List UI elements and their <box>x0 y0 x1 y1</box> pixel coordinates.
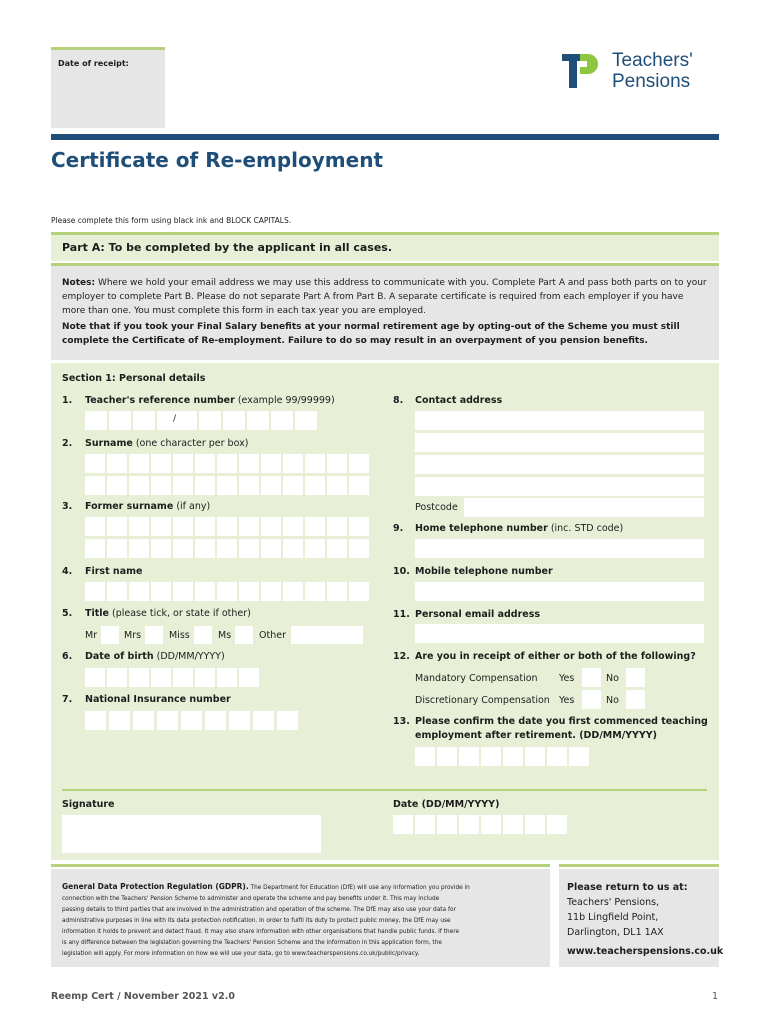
commenced-teaching-date-input[interactable] <box>415 747 589 766</box>
signature-label: Signature <box>62 799 115 810</box>
q10-number: 10. <box>393 566 410 577</box>
personal-email-input[interactable] <box>415 624 704 643</box>
first-name-input[interactable] <box>85 582 369 601</box>
q6-label-row <box>85 651 225 662</box>
q13-number: 13. <box>393 716 410 727</box>
q1-label-row <box>85 395 335 406</box>
q12-label: Are you in receipt of either or both of the following? <box>415 651 696 662</box>
contact-address-line2[interactable] <box>415 433 704 452</box>
former-surname-input-row1[interactable] <box>85 517 369 536</box>
notes-label: Notes: <box>62 278 96 288</box>
gdpr-panel <box>51 869 550 967</box>
return-url[interactable]: www.teacherspensions.co.uk <box>567 946 724 957</box>
gdpr-line5: information it holds to prevent and detect fraud. It may also share information with other organisations that handle public funds. If there <box>62 929 460 935</box>
title-mr-checkbox[interactable] <box>101 626 119 644</box>
date-of-receipt-box <box>51 50 165 128</box>
postcode-label: Postcode <box>415 502 458 513</box>
title-mr-label: Mr <box>85 630 98 641</box>
discretionary-yes-label: Yes <box>559 695 575 706</box>
q2-label: Surname <box>85 438 133 449</box>
footer-version: Reemp Cert / November 2021 v2.0 <box>51 991 235 1002</box>
notes-text: Where we hold your email address we may use this address to communicate with you. Complete Part A and pass both parts on to your employer to complete Part B. Please do not separate Part A from Part B. A separate certificate is required from each employer if you have more than one. You must complete this form in each tax year you are employed. <box>62 278 707 316</box>
q9-label: Home telephone number <box>415 523 548 534</box>
q1-label: Teacher's reference number <box>85 395 235 406</box>
q9-number: 9. <box>393 523 404 534</box>
gdpr-line6: is any difference between the legislation governing the Teachers' Pension Scheme and the information in this application form, the <box>62 940 442 946</box>
gdpr-line3: passing details to third parties that are involved in the administration and operation of the scheme. The DfE may also use your data for <box>62 907 456 913</box>
q12-number: 12. <box>393 651 410 662</box>
notes-text-block <box>62 276 708 318</box>
q8-label: Contact address <box>415 395 503 406</box>
discretionary-compensation-label: Discretionary Compensation <box>415 695 550 706</box>
home-telephone-input[interactable] <box>415 539 704 558</box>
q5-label-row <box>85 608 251 619</box>
date-label: Date (DD/MM/YYYY) <box>393 799 500 810</box>
logo-text-pensions: Pensions <box>612 71 691 92</box>
discretionary-no-checkbox[interactable] <box>626 690 645 709</box>
mandatory-yes-checkbox[interactable] <box>582 668 601 687</box>
q3-label-row <box>85 501 210 512</box>
gdpr-line2: connection with the Teachers' Pension Scheme to administer and operate the scheme and pay benefits under it. This may include <box>62 896 440 902</box>
notes-bold-text: Note that if you took your Final Salary benefits at your normal retirement age by opting-out of the Scheme you must still complete the Certificate of Re-employment. Failure to do so may result in an overpayment of you pension benefits. <box>62 322 680 346</box>
contact-address-line4[interactable] <box>415 477 704 496</box>
mandatory-no-label: No <box>606 673 619 684</box>
discretionary-yes-checkbox[interactable] <box>582 690 601 709</box>
date-of-receipt-label: Date of receipt: <box>58 59 129 68</box>
title-mrs-label: Mrs <box>124 630 142 641</box>
form-instruction: Please complete this form using black ink and BLOCK CAPITALS. <box>51 216 292 225</box>
gdpr-line4: administrative purposes in line with its data protection notification. In order to fulfil its duty to protect public money, the DfE may use <box>62 918 451 924</box>
mandatory-yes-label: Yes <box>559 673 575 684</box>
header-divider <box>51 134 719 140</box>
q11-label: Personal email address <box>415 609 541 620</box>
former-surname-input-row2[interactable] <box>85 539 369 558</box>
title-ms-checkbox[interactable] <box>235 626 253 644</box>
q4-number: 4. <box>62 566 73 577</box>
q3-number: 3. <box>62 501 73 512</box>
return-line1: Teachers' Pensions, <box>567 897 660 908</box>
return-line2: 11b Lingfield Point, <box>567 912 659 923</box>
national-insurance-input[interactable] <box>85 711 298 730</box>
q10-label: Mobile telephone number <box>415 566 553 577</box>
q6-number: 6. <box>62 651 73 662</box>
signature-input[interactable] <box>62 815 321 853</box>
q8-number: 8. <box>393 395 404 406</box>
page-title: Certificate of Re-employment <box>51 148 384 172</box>
mobile-telephone-input[interactable] <box>415 582 704 601</box>
contact-address-line1[interactable] <box>415 411 704 430</box>
q9-hint: (inc. STD code) <box>550 523 624 534</box>
q7-number: 7. <box>62 694 73 705</box>
q3-hint: (if any) <box>176 501 211 512</box>
q9-label-row <box>415 523 623 534</box>
teachers-pensions-logo <box>560 50 725 94</box>
gdpr-line1: The Department for Education (DfE) will use any information you provide in <box>250 885 470 891</box>
contact-address-line3[interactable] <box>415 455 704 474</box>
title-other-input[interactable] <box>291 626 363 644</box>
tp-logo-icon <box>560 50 602 92</box>
q13-label-line2: employment after retirement. (DD/MM/YYYY) <box>415 730 658 741</box>
surname-input-row2[interactable] <box>85 476 369 495</box>
discretionary-no-label: No <box>606 695 619 706</box>
return-heading: Please return to us at: <box>567 882 688 893</box>
signature-divider <box>62 789 707 791</box>
q5-label: Title <box>85 608 109 619</box>
part-a-heading-panel <box>51 235 719 261</box>
q1-hint: (example 99/99999) <box>237 395 335 406</box>
q2-hint: (one character per box) <box>135 438 249 449</box>
surname-input-row1[interactable] <box>85 454 369 473</box>
logo-text-teachers: Teachers' <box>612 50 693 71</box>
q7-label: National Insurance number <box>85 694 231 705</box>
q2-label-row <box>85 438 248 449</box>
q6-hint: (DD/MM/YYYY) <box>156 651 225 662</box>
q4-label: First name <box>85 566 143 577</box>
q5-hint: (please tick, or state if other) <box>112 608 251 619</box>
gdpr-line7: legislation will apply. For more information on how we will use your data, go to www.teacherspensions.co.uk/public/privacy. <box>62 951 420 957</box>
q13-label-line1: Please confirm the date you first commenced teaching <box>415 716 708 727</box>
return-address-panel <box>559 869 724 967</box>
title-miss-checkbox[interactable] <box>194 626 212 644</box>
title-ms-label: Ms <box>218 630 232 641</box>
q1-slash: / <box>173 414 177 424</box>
notes-panel <box>51 266 719 360</box>
footer-page-number: 1 <box>712 991 719 1002</box>
title-mrs-checkbox[interactable] <box>145 626 163 644</box>
return-line3: Darlington, DL1 1AX <box>567 927 664 938</box>
q1-number: 1. <box>62 395 73 406</box>
q11-number: 11. <box>393 609 410 620</box>
date-of-birth-input[interactable] <box>85 668 259 687</box>
q6-label: Date of birth <box>85 651 154 662</box>
mandatory-no-checkbox[interactable] <box>626 668 645 687</box>
title-miss-label: Miss <box>169 630 190 641</box>
title-other-label: Other <box>259 630 286 641</box>
part-a-heading: Part A: To be completed by the applicant in all cases. <box>62 241 393 254</box>
q2-number: 2. <box>62 438 73 449</box>
section1-heading: Section 1: Personal details <box>62 373 206 384</box>
gdpr-heading: General Data Protection Regulation (GDPR). <box>62 882 249 891</box>
mandatory-compensation-label: Mandatory Compensation <box>415 673 538 684</box>
q3-label: Former surname <box>85 501 174 512</box>
postcode-input[interactable] <box>464 498 704 517</box>
signature-date-input[interactable] <box>393 815 567 834</box>
q5-number: 5. <box>62 608 73 619</box>
teacher-reference-number-input[interactable] <box>85 411 317 430</box>
